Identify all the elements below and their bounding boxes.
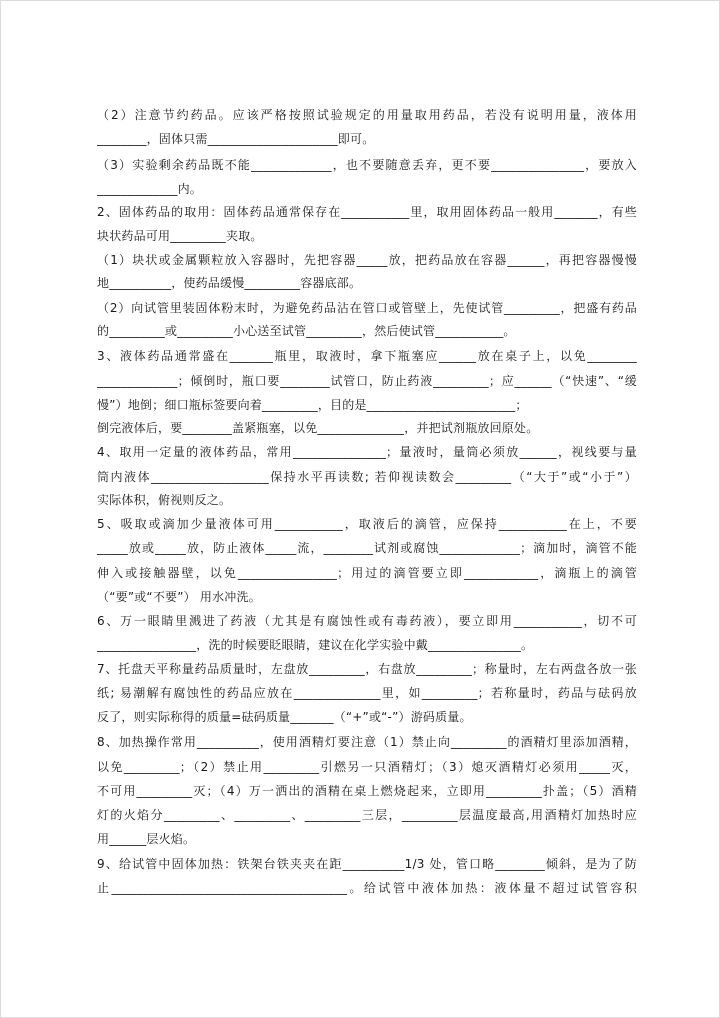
text-line: 倒完液体后，要________盖紧瓶塞，以免______________，并把试剂瓶放回原处。: [97, 421, 539, 435]
text-line: 3、液体药品通常盛在_______瓶里，取液时，拿下瓶塞应______放在桌子上，以免________: [97, 349, 637, 363]
text-line: 灯的火焰分_________、_________、_________三层，_________层温度最高,用酒精灯加热时应: [97, 808, 637, 822]
text-line: 块状药品可用_________夹取。: [97, 229, 263, 243]
text-line: 2、固体药品的取用：固体药品通常保存在___________里，取用固体药品一般用_______，有些: [97, 205, 637, 219]
text-line: 止______________________________________。给试管中液体加热：液体量不超过试管容积: [97, 881, 637, 895]
text-line: _____________内。: [97, 182, 203, 196]
text-line: （2）注意节约药品。应该严格按照试验规定的用量取用药品，若没有说明用量，液体用: [97, 108, 637, 122]
text-line: 5、吸取或滴加少量液体可用___________，取液后的滴管，应保持___________在上，不要: [97, 517, 637, 531]
text-line: （3）实验剩余药品既不能_____________，也不要随意丢弃，更不要_______________，要放入: [97, 158, 637, 172]
text-line: 实际体积，俯视则反之。: [97, 493, 232, 507]
text-line: 4、取用一定量的液体药品，常用_______________；量液时，量筒必须放______，视线要与量: [97, 445, 637, 459]
text-line: 反了，则实际称得的质量=砝码质量_______（“+”或“-”）游码质量。: [97, 710, 472, 724]
text-line: 慢”）地倒；细口瓶标签要向着_________，目的是________________________；: [97, 398, 528, 412]
text-line: 纸; 易潮解有腐蚀性的药品应放在______________里，如_________；若称量时，药品与砝码放: [97, 686, 637, 700]
text-line: 的_________或_________小心送至试管_________，然后使试管___________。: [97, 324, 516, 338]
text-line: ________，固体只需_____________________即可。: [97, 132, 375, 146]
text-line: ________________，洗的时候要眨眼睛，建议在化学实验中戴_______________。: [97, 638, 534, 652]
text-line: （“要”或“不要”） 用水冲洗。: [97, 590, 261, 604]
text-line: 用______层火焰。: [97, 832, 196, 846]
text-line: 地__________，使药品缓慢_________容器底部。: [97, 276, 362, 290]
text-line: 伸入或接触器壁，以免________________；用过的滴管要立即____________，滴瓶上的滴管: [97, 566, 637, 580]
text-line: 8、加热操作常用__________，使用酒精灯要注意（1）禁止向_________的酒精灯里添加酒精，: [97, 735, 637, 749]
text-line: 6、万一眼睛里溅进了药液（尤其是有腐蚀性或有毒药液），要立即用___________，切不可: [97, 614, 637, 628]
text-line: _____________；倾倒时，瓶口要________试管口，防止药液_________；应______（“快速”、“缓: [97, 374, 637, 388]
text-line: 7、托盘天平称量药品质量时，左盘放_________，右盘放_________；称量时，左右两盘各放一张: [97, 662, 637, 676]
text-line: （2）向试管里装固体粉末时，为避免药品沾在管口或管壁上，先使试管_________，把盛有药品: [97, 301, 637, 315]
text-line: 以免_________；（2）禁止用_________引燃另一只酒精灯；（3）熄灭酒精灯必须用_____灭，: [97, 760, 637, 774]
text-line: 不可用_________灭；（4）万一洒出的酒精在桌上燃烧起来，立即用_________扑盖；（5）酒精: [97, 784, 637, 798]
text-line: （1）块状或金属颗粒放入容器时，先把容器_____放，把药品放在容器______，再把容器慢慢: [97, 253, 637, 267]
text-line: _____放或_____放，防止液体_____流，________试剂或腐蚀_____________；滴加时，滴管不能: [97, 541, 637, 555]
text-line: 9、给试管中固体加热：铁架台铁夹夹在距__________1/3 处，管口略________倾斜，是为了防: [97, 857, 637, 871]
text-line: 筒内液体___________________保持水平再读数; 若仰视读数会_________（“大于”或“小于”）: [97, 470, 637, 484]
